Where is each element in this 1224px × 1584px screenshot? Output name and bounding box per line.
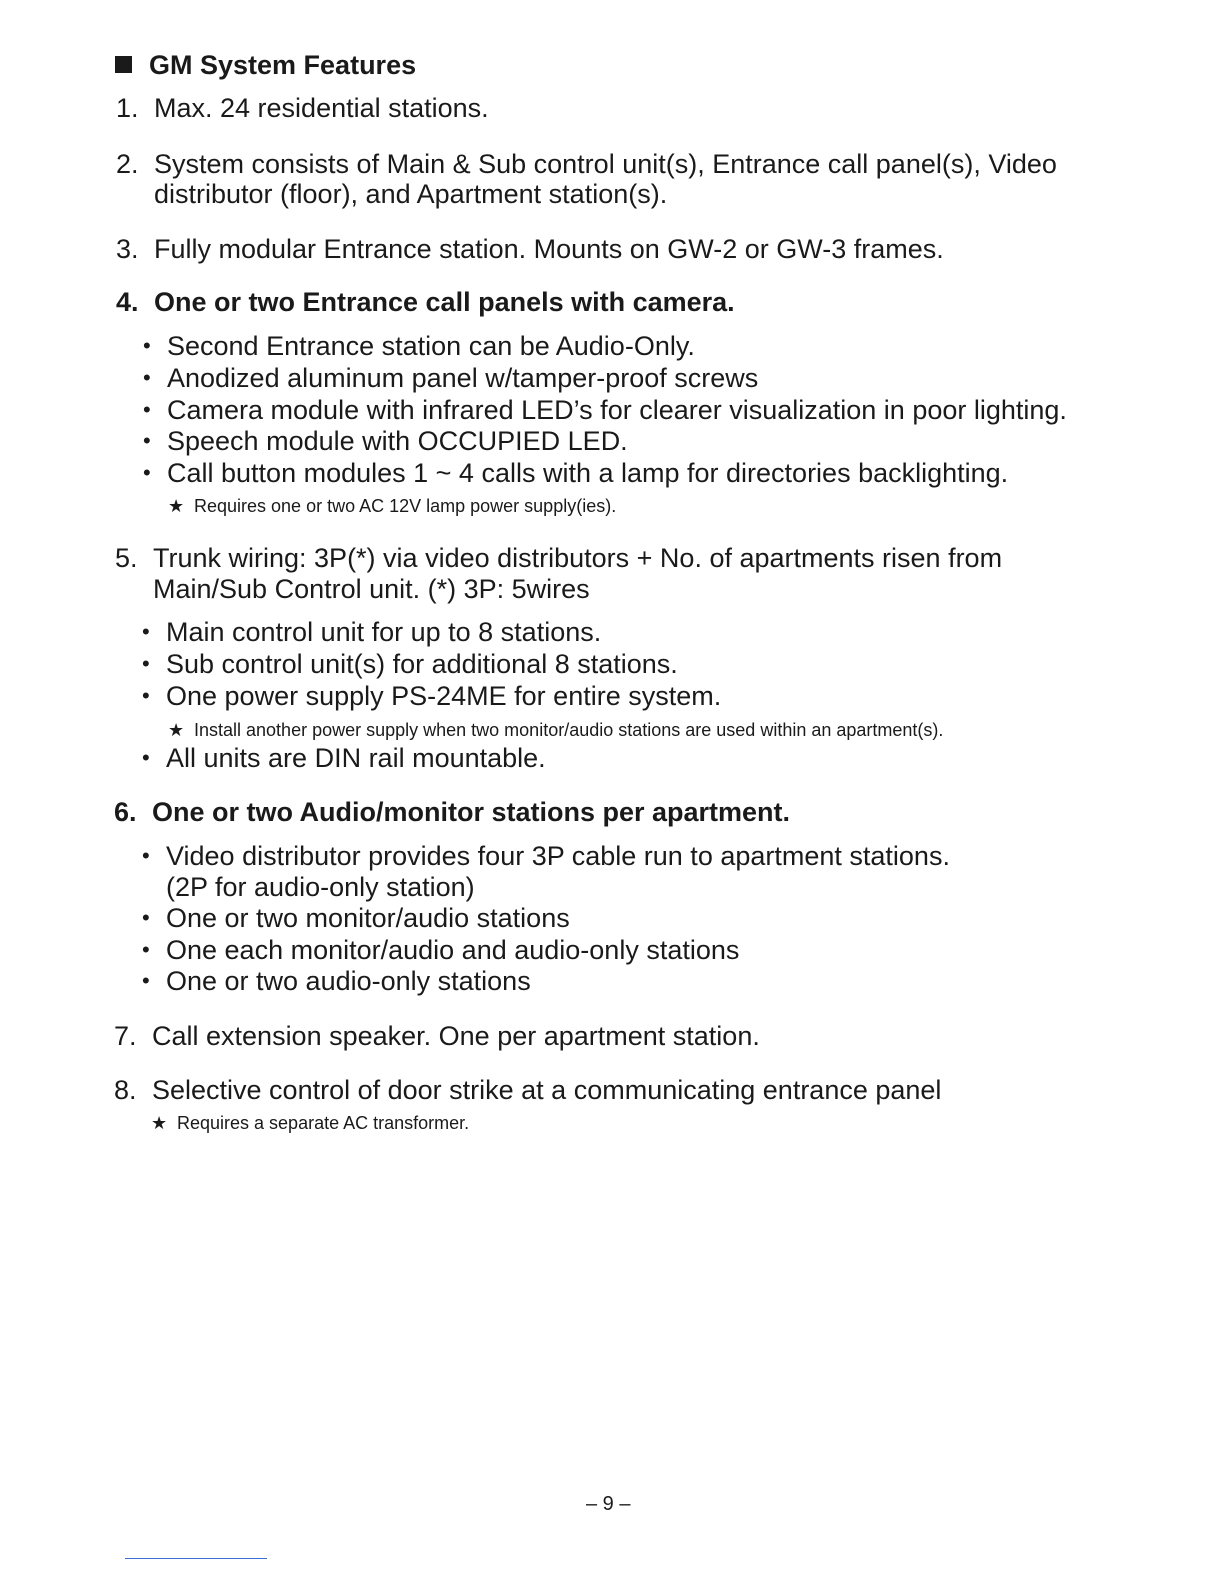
bullet-icon: •	[142, 683, 150, 708]
bullet-icon: •	[143, 428, 151, 453]
bullet-item	[142, 903, 570, 934]
bullet-icon: •	[143, 333, 151, 358]
bullet-item	[142, 841, 950, 872]
bullet-item	[142, 743, 546, 774]
bullet-icon: •	[143, 365, 151, 390]
footnote-text: Requires one or two AC 12V lamp power supply(ies).	[194, 496, 617, 516]
bullet-text: Second Entrance station can be Audio-Only.	[167, 331, 695, 361]
item-number: 3.	[116, 234, 139, 264]
item-number: 1.	[116, 93, 139, 123]
bullet-icon: •	[142, 651, 150, 676]
feature-item-5	[115, 543, 1002, 574]
feature-item-7	[114, 1021, 760, 1052]
item-text: One or two Audio/monitor stations per apartment.	[152, 797, 791, 827]
bullet-icon: •	[142, 843, 150, 868]
feature-item-3	[116, 234, 944, 265]
bullet-text: One or two audio-only stations	[166, 966, 531, 996]
footnote-text: Requires a separate AC transformer.	[177, 1113, 470, 1133]
bullet-text: One power supply PS-24ME for entire system.	[166, 681, 722, 711]
footnote	[168, 496, 616, 517]
item-number: 7.	[114, 1021, 137, 1051]
bullet-text: Anodized aluminum panel w/tamper-proof screws	[167, 363, 759, 393]
page-number: – 9 –	[586, 1493, 631, 1515]
item-text-continuation: Main/Sub Control unit. (*) 3P: 5wires	[153, 574, 590, 604]
bullet-item	[142, 649, 678, 680]
feature-item-1	[116, 93, 489, 124]
bullet-text-continuation: (2P for audio-only station)	[166, 872, 475, 902]
item-text: One or two Entrance call panels with camera.	[154, 287, 735, 317]
footer-rule	[125, 1558, 267, 1559]
bullet-icon: •	[142, 937, 150, 962]
bullet-text: Sub control unit(s) for additional 8 stations.	[166, 649, 678, 679]
footnote-text: Install another power supply when two monitor/audio stations are used within an apartment(s).	[194, 720, 944, 740]
bullet-icon: •	[142, 619, 150, 644]
feature-item-6	[114, 797, 790, 828]
feature-item-2	[116, 149, 1057, 180]
bullet-item	[142, 681, 721, 712]
bullet-item	[142, 617, 601, 648]
item-number: 4.	[116, 287, 139, 317]
bullet-text: Camera module with infrared LED’s for clearer visualization in poor lighting.	[167, 395, 1067, 425]
bullet-text: Speech module with OCCUPIED LED.	[167, 426, 628, 456]
bullet-text: Video distributor provides four 3P cable run to apartment stations.	[166, 841, 950, 871]
item-text: Call extension speaker. One per apartment station.	[152, 1021, 760, 1051]
bullet-text: One or two monitor/audio stations	[166, 903, 570, 933]
bullet-item	[143, 458, 1008, 489]
bullet-item	[143, 426, 628, 457]
bullet-item	[143, 363, 758, 394]
bullet-icon: •	[142, 968, 150, 993]
item-text: System consists of Main & Sub control unit(s), Entrance call panel(s), Video	[154, 149, 1057, 179]
feature-item-4	[116, 287, 735, 318]
bullet-icon: •	[142, 905, 150, 930]
star-icon: ★	[168, 720, 185, 740]
item-text: Trunk wiring: 3P(*) via video distributors + No. of apartments risen from	[153, 543, 1003, 573]
bullet-icon: •	[143, 397, 151, 422]
item-number: 2.	[116, 149, 139, 179]
heading-text: GM System Features	[149, 50, 417, 80]
item-text-continuation: distributor (floor), and Apartment station(s).	[154, 179, 668, 209]
bullet-item	[143, 331, 695, 362]
star-icon: ★	[151, 1113, 168, 1133]
item-number: 5.	[115, 543, 138, 573]
square-bullet-icon	[115, 56, 132, 73]
item-text: Selective control of door strike at a communicating entrance panel	[152, 1075, 942, 1105]
footnote	[151, 1113, 469, 1134]
star-icon: ★	[168, 496, 185, 516]
bullet-item	[142, 935, 739, 966]
bullet-text: All units are DIN rail mountable.	[166, 743, 546, 773]
item-number: 6.	[114, 797, 137, 827]
bullet-text: Call button modules 1 ~ 4 calls with a lamp for directories backlighting.	[167, 458, 1009, 488]
bullet-item	[143, 395, 1067, 426]
feature-item-8	[114, 1075, 941, 1106]
bullet-text: One each monitor/audio and audio-only stations	[166, 935, 740, 965]
item-text: Fully modular Entrance station. Mounts on GW-2 or GW-3 frames.	[154, 234, 944, 264]
bullet-item	[142, 966, 531, 997]
bullet-icon: •	[142, 745, 150, 770]
bullet-icon: •	[143, 460, 151, 485]
item-text: Max. 24 residential stations.	[154, 93, 489, 123]
item-number: 8.	[114, 1075, 137, 1105]
bullet-text: Main control unit for up to 8 stations.	[166, 617, 602, 647]
section-heading	[115, 50, 416, 81]
footnote	[168, 720, 943, 741]
